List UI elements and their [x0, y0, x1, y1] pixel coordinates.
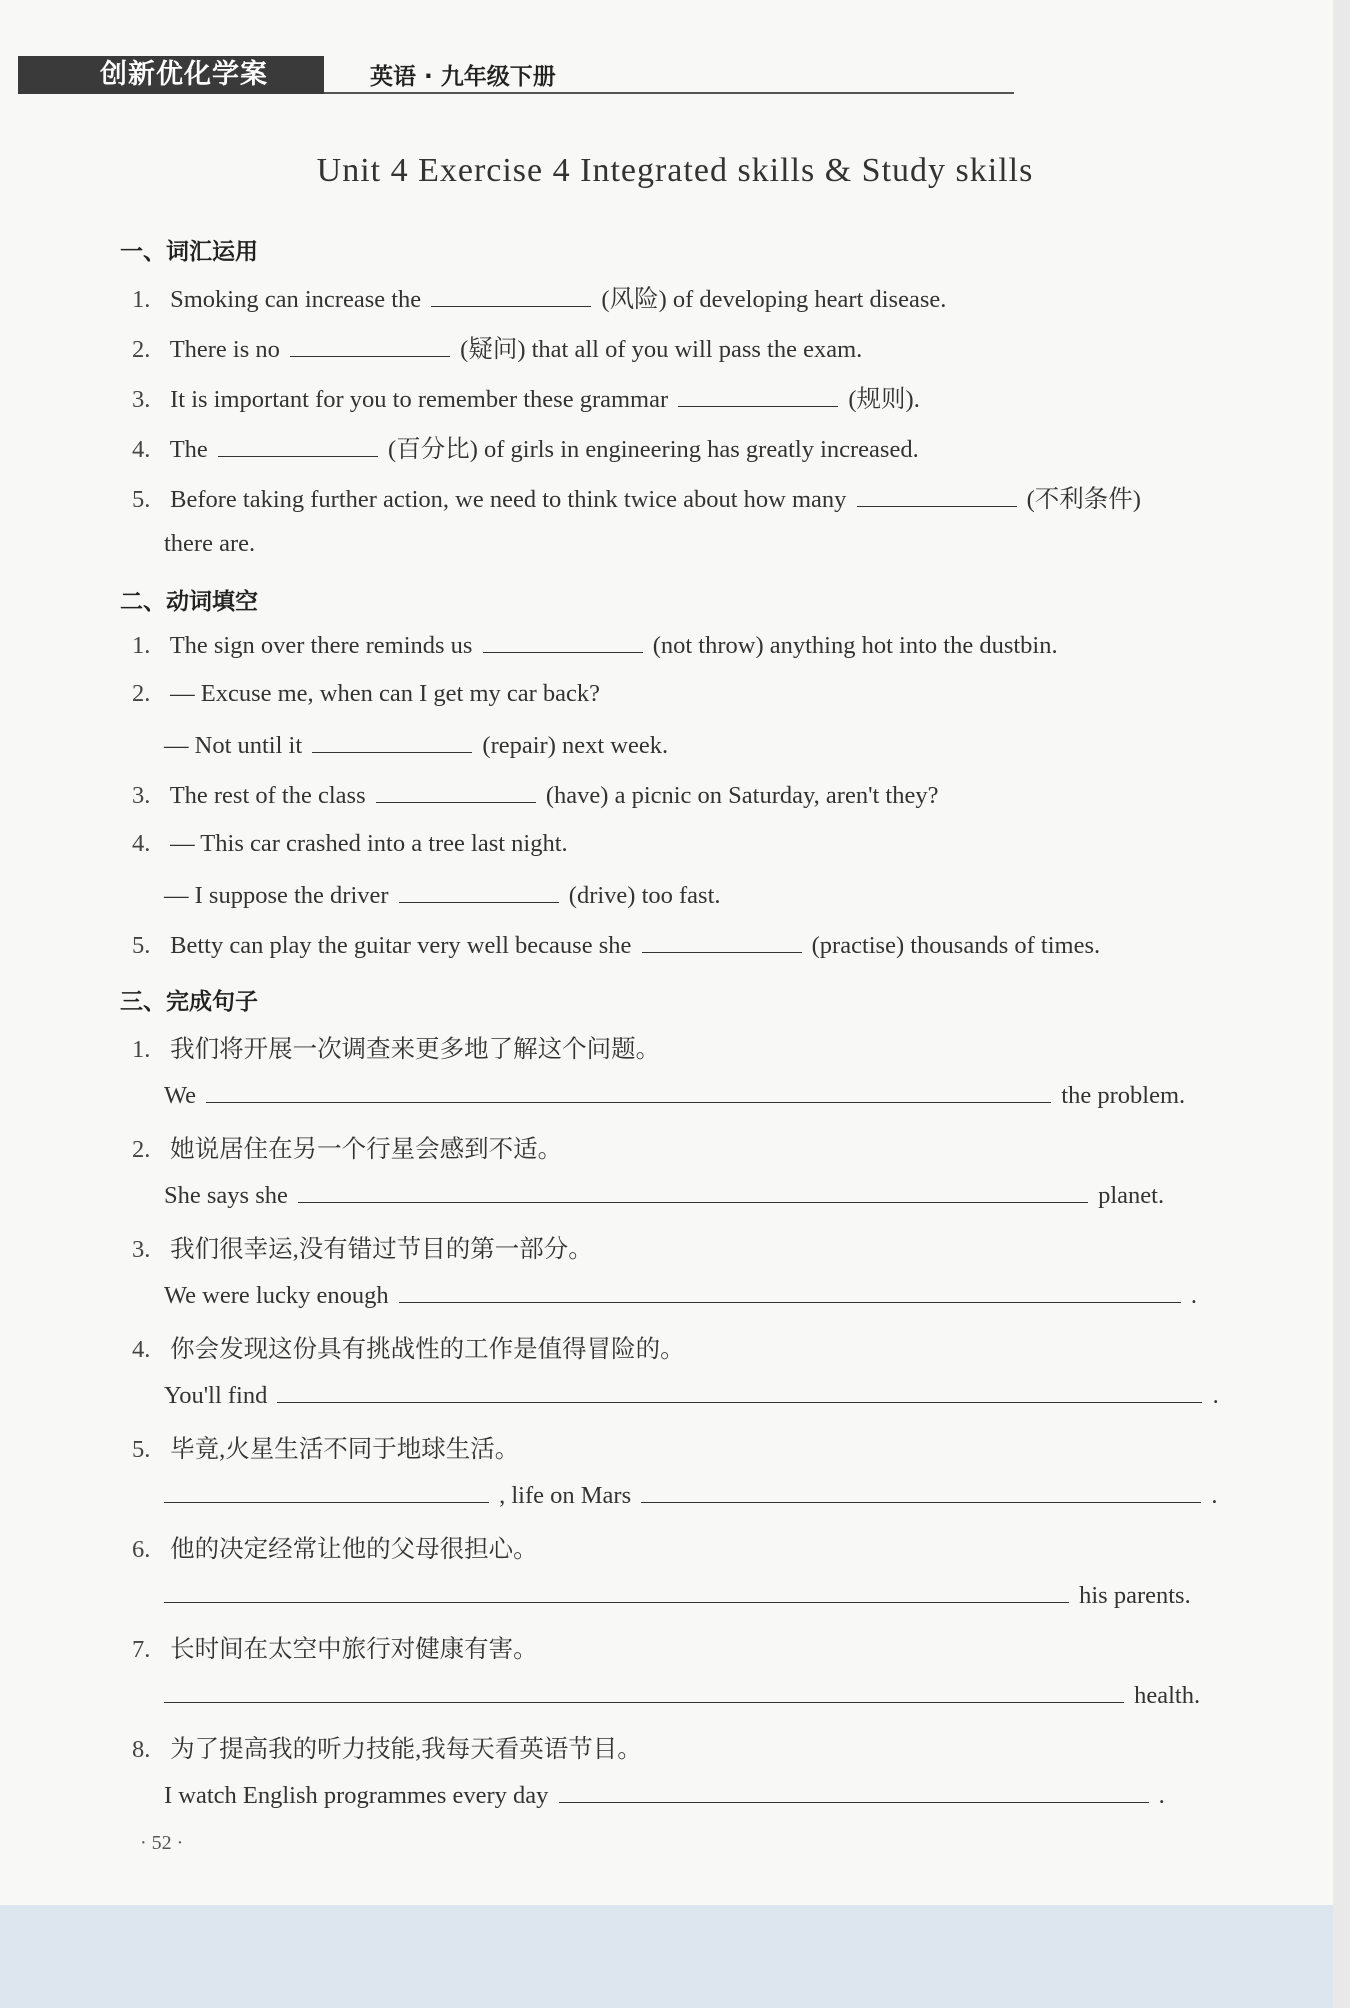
- scan-edge-shadow: [1333, 0, 1350, 2008]
- answer-line: [164, 1080, 1185, 1110]
- item-text: (疑问) that all of you will pass the exam.: [460, 336, 863, 363]
- answer-blank[interactable]: [298, 1180, 1088, 1203]
- item-text: health.: [1134, 1682, 1201, 1709]
- subject-label: 英语 · 九年级下册: [370, 64, 556, 90]
- list-item: [132, 1530, 538, 1565]
- item-number: 4.: [132, 436, 151, 463]
- item-number: 1.: [132, 632, 151, 659]
- answer-blank[interactable]: [431, 284, 591, 307]
- list-item: [132, 1430, 519, 1465]
- item-text: Smoking can increase the: [170, 286, 422, 313]
- item-text: The sign over there reminds us: [169, 632, 473, 659]
- page-header: [18, 56, 1318, 96]
- item-text: — This car crashed into a tree last night.: [170, 830, 568, 857]
- item-text: Before taking further action, we need to think twice about how many: [170, 486, 847, 513]
- item-text: .: [1211, 1482, 1218, 1509]
- answer-line: [164, 1680, 1200, 1710]
- item-continuation: there are.: [164, 530, 256, 557]
- item-text: We were lucky enough: [164, 1282, 389, 1309]
- list-item: [132, 430, 919, 465]
- item-text: — Excuse me, when can I get my car back?: [170, 680, 601, 707]
- answer-line: [164, 1580, 1191, 1610]
- item-text: the problem.: [1061, 1082, 1186, 1109]
- item-number: 3.: [132, 386, 151, 413]
- item-number: 5.: [132, 486, 151, 513]
- answer-line: [164, 1280, 1197, 1310]
- section-heading-vocabulary: 一、词汇运用: [120, 239, 258, 265]
- item-number: 8.: [132, 1736, 151, 1763]
- item-text: The rest of the class: [169, 782, 366, 809]
- answer-blank[interactable]: [642, 930, 802, 953]
- chinese-prompt: 长时间在太空中旅行对健康有害。: [170, 1636, 538, 1663]
- item-text: I watch English programmes every day: [164, 1782, 549, 1809]
- list-item: [132, 1630, 538, 1665]
- header-divider: [324, 92, 1014, 94]
- answer-blank[interactable]: [164, 1680, 1124, 1703]
- chinese-prompt: 为了提高我的听力技能,我每天看英语节目。: [170, 1736, 642, 1763]
- item-text: Betty can play the guitar very well because she: [170, 932, 632, 959]
- item-number: 1.: [132, 286, 151, 313]
- chinese-prompt: 我们将开展一次调查来更多地了解这个问题。: [170, 1036, 661, 1063]
- answer-line: [164, 1180, 1164, 1210]
- list-item: [132, 630, 1058, 660]
- answer-line: [164, 1780, 1165, 1810]
- answer-blank[interactable]: [857, 484, 1017, 507]
- item-number: 6.: [132, 1536, 151, 1563]
- brand-logo: 创新优化学案: [18, 56, 324, 94]
- item-text: (规则).: [848, 386, 920, 413]
- item-text: (不利条件): [1026, 486, 1141, 513]
- item-text: — Not until it: [164, 732, 303, 759]
- item-text: (practise) thousands of times.: [811, 932, 1101, 959]
- answer-blank[interactable]: [483, 630, 643, 653]
- item-text: , life on Mars: [499, 1482, 632, 1509]
- answer-blank[interactable]: [218, 434, 378, 457]
- chinese-prompt: 我们很幸运,没有错过节目的第一部分。: [170, 1236, 593, 1263]
- list-item: [132, 830, 568, 858]
- page-title: Unit 4 Exercise 4 Integrated skills & Study skills: [316, 152, 1034, 189]
- item-text: .: [1190, 1282, 1197, 1309]
- scan-bottom-band: [0, 1905, 1350, 2008]
- answer-blank[interactable]: [678, 384, 838, 407]
- item-number: 1.: [132, 1036, 151, 1063]
- item-text: There is no: [169, 336, 280, 363]
- answer-blank[interactable]: [399, 880, 559, 903]
- list-item: [132, 680, 600, 708]
- chinese-prompt: 他的决定经常让他的父母很担心。: [170, 1536, 538, 1563]
- list-item: [132, 1130, 562, 1165]
- item-text: his parents.: [1079, 1582, 1191, 1609]
- answer-blank[interactable]: [559, 1780, 1149, 1803]
- chinese-prompt: 她说居住在另一个行星会感到不适。: [170, 1136, 563, 1163]
- answer-blank[interactable]: [164, 1580, 1069, 1603]
- item-text: You'll find: [164, 1382, 268, 1409]
- item-text: The: [169, 436, 208, 463]
- answer-line: [164, 1380, 1219, 1410]
- answer-blank[interactable]: [290, 334, 450, 357]
- page-number: · 52 ·: [140, 1832, 184, 1854]
- item-text: (repair) next week.: [482, 732, 669, 759]
- item-number: 2.: [132, 336, 151, 363]
- item-text: (百分比) of girls in engineering has greatly increased.: [388, 436, 919, 463]
- list-item: [132, 1030, 660, 1065]
- item-text: .: [1212, 1382, 1219, 1409]
- item-text: planet.: [1098, 1182, 1165, 1209]
- list-item: [132, 1730, 642, 1765]
- answer-blank[interactable]: [641, 1480, 1201, 1503]
- item-number: 4.: [132, 1336, 151, 1363]
- item-number: 5.: [132, 1436, 151, 1463]
- list-item: [132, 1230, 593, 1265]
- list-item: [132, 380, 920, 415]
- section-heading-complete-sentences: 三、完成句子: [120, 989, 258, 1015]
- answer-blank[interactable]: [277, 1380, 1202, 1403]
- item-number: 7.: [132, 1636, 151, 1663]
- answer-blank[interactable]: [312, 730, 472, 753]
- answer-blank[interactable]: [399, 1280, 1181, 1303]
- answer-blank[interactable]: [164, 1480, 489, 1503]
- list-item: [132, 480, 1141, 515]
- item-text: It is important for you to remember these grammar: [170, 386, 669, 413]
- item-number: 4.: [132, 830, 151, 857]
- list-item: [132, 1330, 685, 1365]
- section-heading-verb-fill: 二、动词填空: [120, 589, 258, 615]
- answer-blank[interactable]: [206, 1080, 1051, 1103]
- item-number: 2.: [132, 1136, 151, 1163]
- item-text: We: [164, 1082, 197, 1109]
- list-item: [164, 730, 668, 760]
- item-number: 3.: [132, 782, 151, 809]
- list-item: [132, 280, 946, 315]
- item-text: (not throw) anything hot into the dustbin.: [652, 632, 1058, 659]
- answer-blank[interactable]: [376, 780, 536, 803]
- item-number: 2.: [132, 680, 151, 707]
- item-text: — I suppose the driver: [164, 882, 389, 909]
- item-text: (have) a picnic on Saturday, aren't they?: [545, 782, 939, 809]
- chinese-prompt: 你会发现这份具有挑战性的工作是值得冒险的。: [170, 1336, 685, 1363]
- chinese-prompt: 毕竟,火星生活不同于地球生活。: [170, 1436, 520, 1463]
- item-number: 3.: [132, 1236, 151, 1263]
- item-number: 5.: [132, 932, 151, 959]
- list-item: [132, 780, 939, 810]
- list-item: [132, 330, 862, 365]
- item-text: .: [1158, 1782, 1165, 1809]
- item-text: (风险) of developing heart disease.: [601, 286, 947, 313]
- list-item: [164, 880, 721, 910]
- answer-line: [164, 1480, 1218, 1510]
- item-text: She says she: [164, 1182, 288, 1209]
- item-text: (drive) too fast.: [568, 882, 721, 909]
- list-item: [132, 930, 1100, 960]
